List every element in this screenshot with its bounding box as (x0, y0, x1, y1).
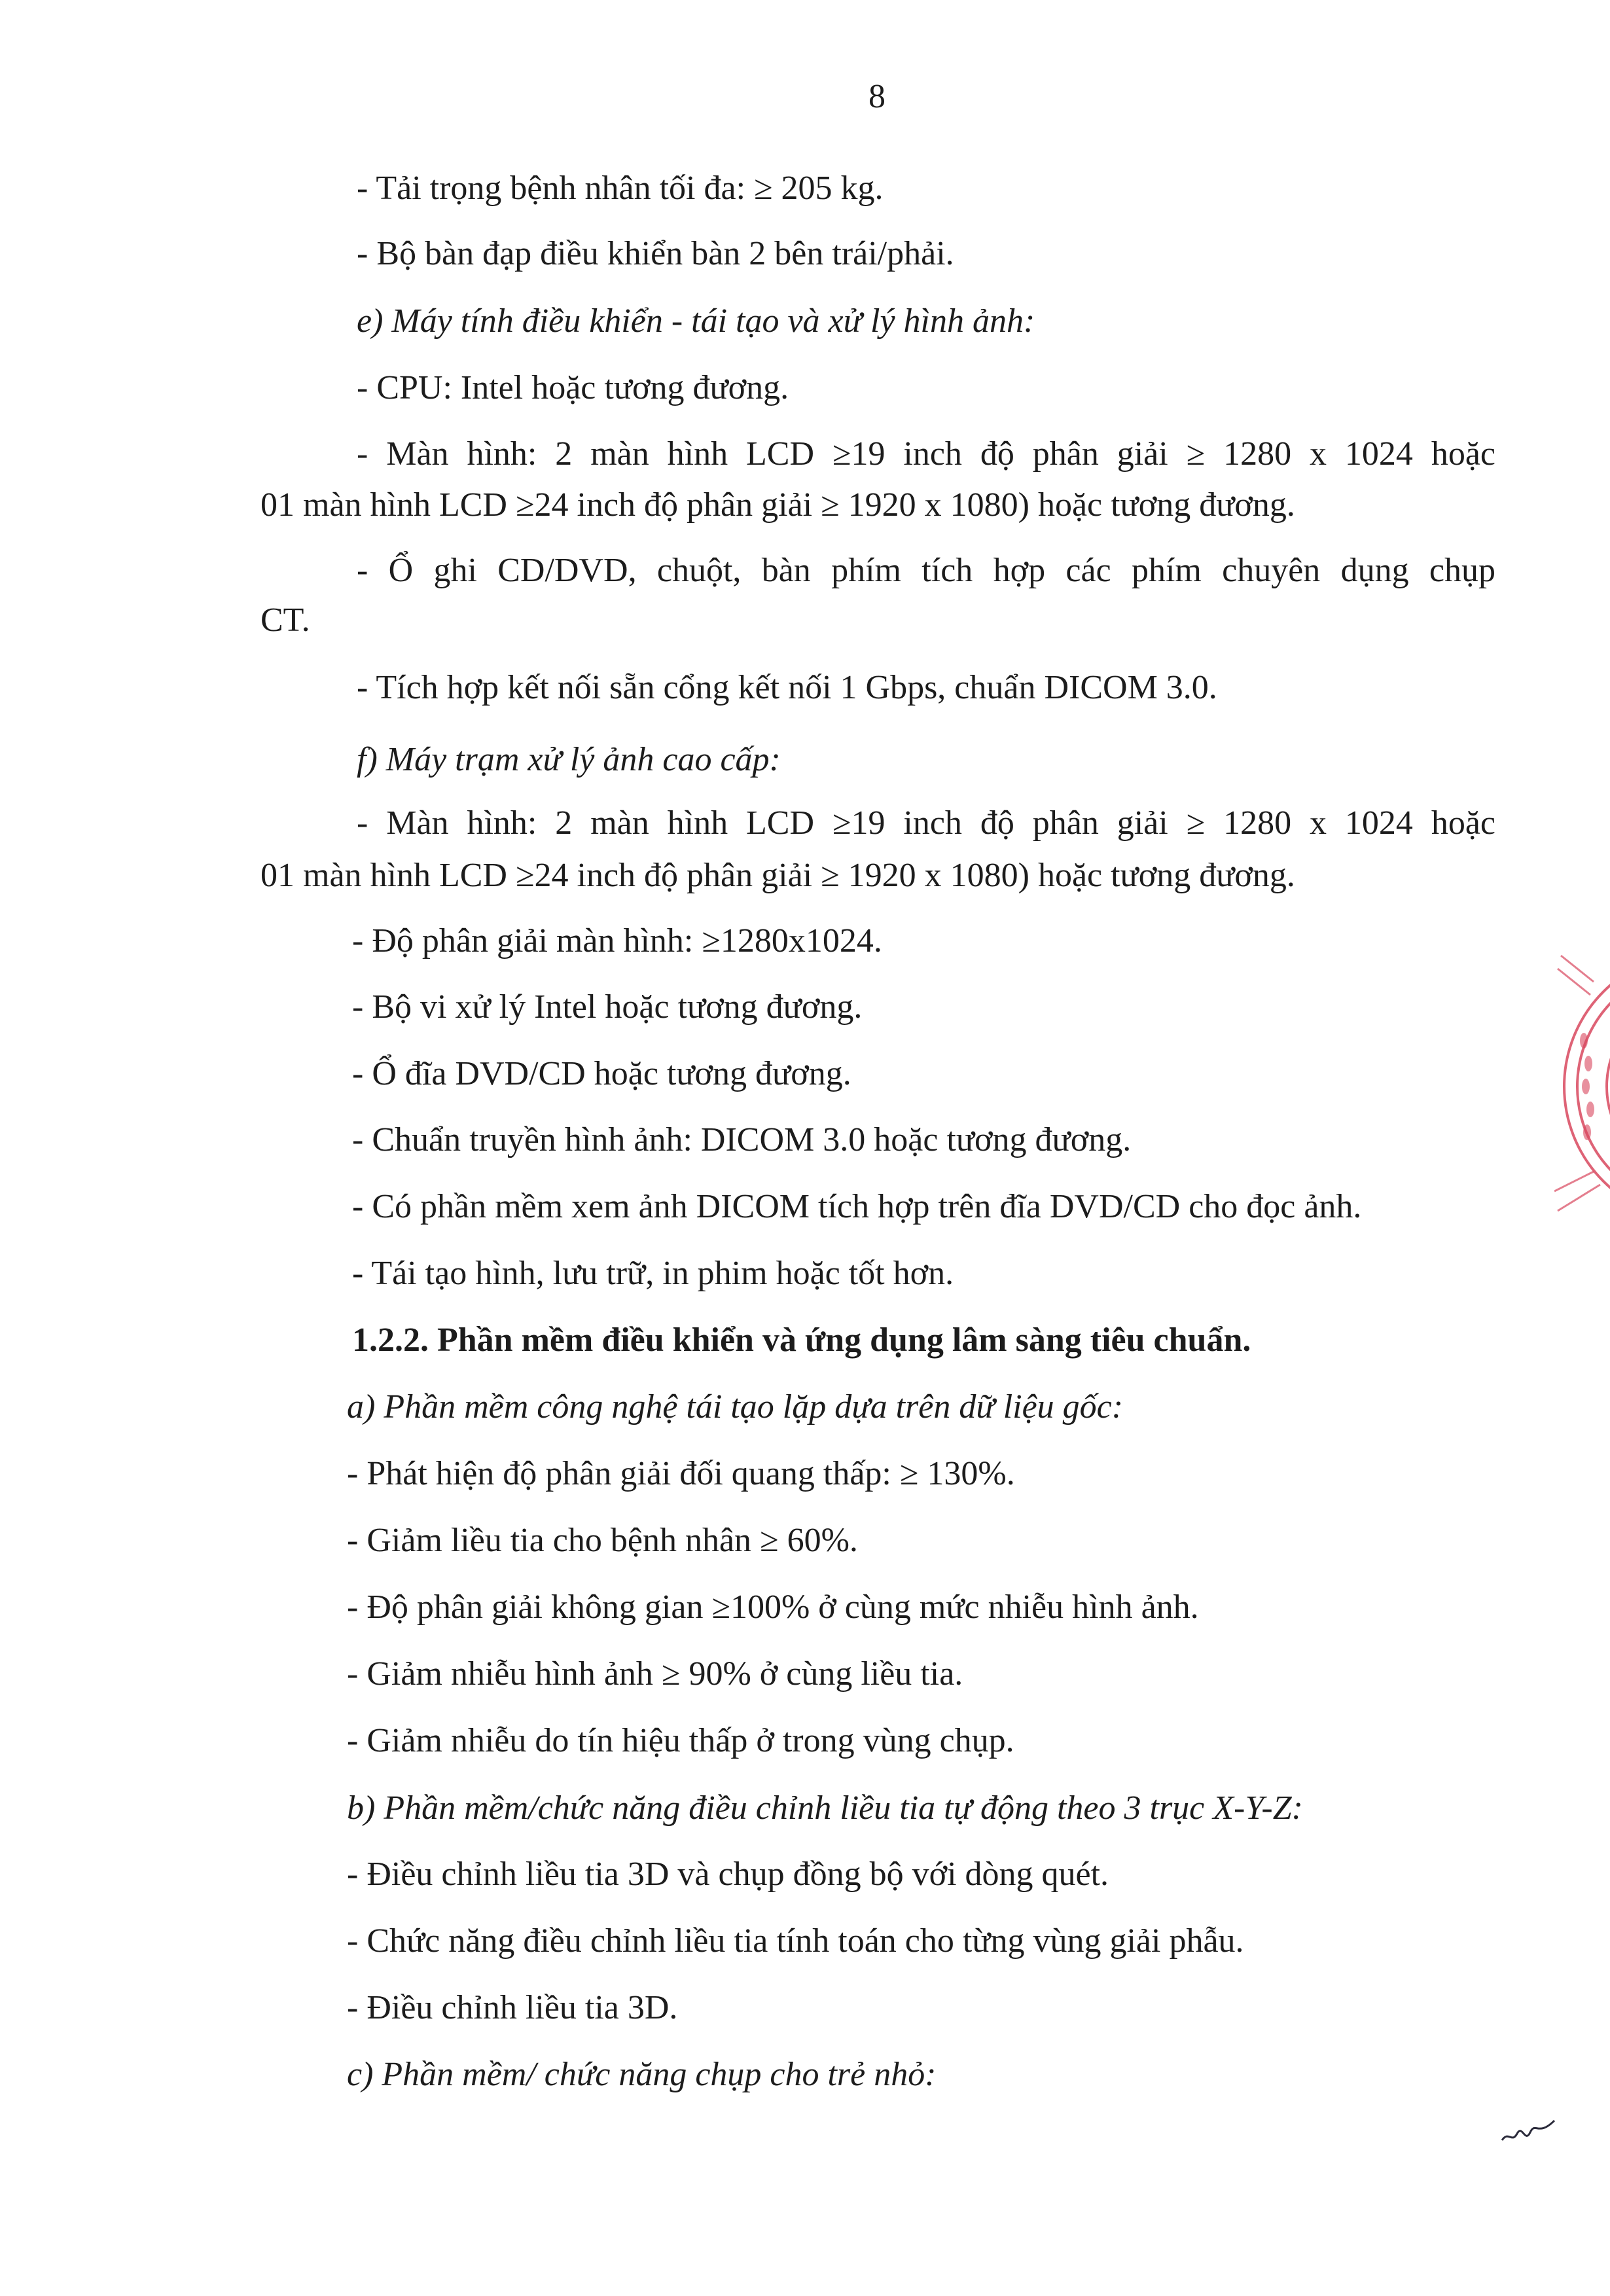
section-heading-f: f) Máy trạm xử lý ảnh cao cấp: (357, 741, 781, 778)
text-line: - Tải trọng bệnh nhân tối đa: ≥ 205 kg. (357, 170, 884, 207)
signature-icon (1499, 2114, 1558, 2153)
text-line: - Có phần mềm xem ảnh DICOM tích hợp trên đĩa DVD/CD cho đọc ảnh. (352, 1188, 1362, 1225)
text-line: - Bộ bàn đạp điều khiển bàn 2 bên trái/phải. (357, 235, 954, 272)
text-line: - Giảm nhiễu hình ảnh ≥ 90% ở cùng liều tia. (347, 1655, 963, 1693)
text-line: - Phát hiện độ phân giải đối quang thấp: ≥ 130%. (347, 1455, 1015, 1492)
section-heading-c: c) Phần mềm/ chức năng chụp cho trẻ nhỏ: (347, 2056, 937, 2093)
text-line: CT. (260, 601, 310, 639)
text-line: - Điều chỉnh liều tia 3D. (347, 1989, 678, 2026)
page-number: 8 (868, 78, 885, 115)
text-line: 01 màn hình LCD ≥24 inch độ phân giải ≥ 1920 x 1080) hoặc tương đương. (260, 857, 1295, 894)
text-line: - Chuẩn truyền hình ảnh: DICOM 3.0 hoặc tương đương. (352, 1121, 1132, 1158)
section-heading-a: a) Phần mềm công nghệ tái tạo lặp dựa trên dữ liệu gốc: (347, 1388, 1124, 1426)
text-line: - Ổ ghi CD/DVD, chuột, bàn phím tích hợp các phím chuyên dụng chụp (357, 552, 1495, 589)
text-line: - Độ phân giải không gian ≥100% ở cùng mức nhiễu hình ảnh. (347, 1588, 1199, 1626)
text-line: - Tái tạo hình, lưu trữ, in phim hoặc tốt hơn. (352, 1255, 954, 1292)
text-line: - Tích hợp kết nối sẵn cổng kết nối 1 Gbps, chuẩn DICOM 3.0. (357, 669, 1217, 706)
seal-stamp-icon (1554, 942, 1610, 1230)
text-line: 01 màn hình LCD ≥24 inch độ phân giải ≥ 1920 x 1080) hoặc tương đương. (260, 486, 1295, 524)
section-heading-b: b) Phần mềm/chức năng điều chỉnh liều tia tự động theo 3 trục X-Y-Z: (347, 1789, 1303, 1827)
section-heading-1-2-2: 1.2.2. Phần mềm điều khiển và ứng dụng lâm sàng tiêu chuẩn. (352, 1321, 1251, 1359)
text-line: - Giảm nhiễu do tín hiệu thấp ở trong vùng chụp. (347, 1722, 1014, 1759)
text-line: - Điều chỉnh liều tia 3D và chụp đồng bộ với dòng quét. (347, 1856, 1109, 1893)
text-line: - Màn hình: 2 màn hình LCD ≥19 inch độ phân giải ≥ 1280 x 1024 hoặc (357, 804, 1495, 842)
text-line: - Độ phân giải màn hình: ≥1280x1024. (352, 922, 882, 960)
text-line: - CPU: Intel hoặc tương đương. (357, 369, 789, 406)
text-line: - Giảm liều tia cho bệnh nhân ≥ 60%. (347, 1522, 858, 1559)
section-heading-e: e) Máy tính điều khiển - tái tạo và xử lý hình ảnh: (357, 302, 1035, 340)
text-line: - Bộ vi xử lý Intel hoặc tương đương. (352, 988, 863, 1026)
text-line: - Màn hình: 2 màn hình LCD ≥19 inch độ phân giải ≥ 1280 x 1024 hoặc (357, 435, 1495, 473)
text-line: - Ổ đĩa DVD/CD hoặc tương đương. (352, 1055, 851, 1092)
text-line: - Chức năng điều chỉnh liều tia tính toán cho từng vùng giải phẫu. (347, 1922, 1244, 1960)
